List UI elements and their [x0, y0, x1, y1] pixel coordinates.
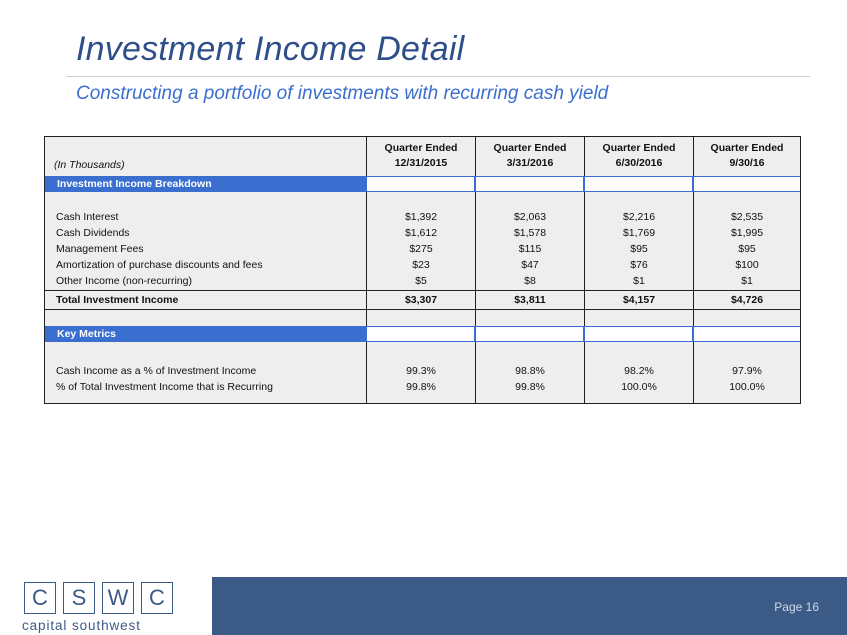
- cell-value: $8: [524, 275, 536, 287]
- cell-value: $1,578: [513, 227, 547, 239]
- table-row: [45, 241, 800, 257]
- section-band-income-breakdown: [45, 176, 800, 192]
- column-header-q4: [694, 141, 800, 171]
- row-label: Amortization of purchase discounts and fees: [56, 259, 263, 271]
- cell-value: $23: [412, 259, 430, 271]
- table-row: [45, 209, 800, 225]
- column-header-line1: Quarter Ended: [602, 142, 676, 154]
- page-title: Investment Income Detail: [76, 30, 465, 68]
- cell-value: $1,995: [730, 227, 764, 239]
- cell-value: 98.2%: [624, 365, 654, 377]
- table-row: [45, 273, 800, 289]
- units-label: (In Thousands): [54, 159, 125, 171]
- cell-value: $1,769: [622, 227, 656, 239]
- row-label: % of Total Investment Income that is Recurring: [56, 381, 273, 393]
- row-label: Cash Interest: [56, 211, 119, 223]
- section-band-key-metrics: [45, 326, 800, 342]
- row-label: Cash Income as a % of Investment Income: [56, 365, 257, 377]
- cell-value: $100: [735, 259, 759, 271]
- logo-wordmark: capital southwest: [22, 618, 141, 633]
- page-number: Page 16: [774, 600, 819, 614]
- total-row: [45, 292, 800, 308]
- total-divider: [45, 290, 800, 291]
- cell-value: $1,612: [404, 227, 438, 239]
- cell-value: $4,726: [730, 294, 764, 306]
- section-label: Investment Income Breakdown: [57, 178, 212, 190]
- total-divider: [45, 309, 800, 310]
- cell-value: $1: [741, 275, 753, 287]
- cell-value: $2,216: [622, 211, 656, 223]
- cell-value: 100.0%: [621, 381, 657, 393]
- column-header-line2: 6/30/2016: [615, 157, 663, 169]
- cell-value: $1,392: [404, 211, 438, 223]
- row-label: Cash Dividends: [56, 227, 130, 239]
- column-header-line2: 9/30/16: [729, 157, 765, 169]
- column-header-q2: [476, 141, 584, 171]
- table-row: [45, 257, 800, 273]
- cell-value: 99.3%: [406, 365, 436, 377]
- cell-value: $95: [738, 243, 756, 255]
- company-logo: [0, 577, 212, 635]
- column-header-line2: 12/31/2015: [394, 157, 448, 169]
- table-row: [45, 225, 800, 241]
- row-label: Management Fees: [56, 243, 144, 255]
- cell-value: 100.0%: [729, 381, 765, 393]
- column-header-line1: Quarter Ended: [710, 142, 784, 154]
- cell-value: $2,535: [730, 211, 764, 223]
- table-row: [45, 379, 800, 395]
- column-header-q3: [585, 141, 693, 171]
- cell-value: $115: [518, 243, 542, 255]
- cell-value: 98.8%: [515, 365, 545, 377]
- title-divider: [66, 76, 810, 77]
- cell-value: $1: [633, 275, 645, 287]
- cell-value: $2,063: [513, 211, 547, 223]
- cell-value: $95: [630, 243, 648, 255]
- section-label: Key Metrics: [57, 328, 116, 340]
- logo-letter: C: [24, 582, 56, 614]
- cell-value: $5: [415, 275, 427, 287]
- investment-income-table: [44, 136, 801, 404]
- cell-value: 99.8%: [515, 381, 545, 393]
- cell-value: $275: [409, 243, 433, 255]
- row-label: Other Income (non-recurring): [56, 275, 192, 287]
- column-header-line2: 3/31/2016: [506, 157, 554, 169]
- cell-value: $47: [521, 259, 539, 271]
- logo-letter: C: [141, 582, 173, 614]
- row-label: Total Investment Income: [56, 294, 179, 306]
- cell-value: 99.8%: [406, 381, 436, 393]
- cell-value: 97.9%: [732, 365, 762, 377]
- cell-value: $76: [630, 259, 648, 271]
- column-header-line1: Quarter Ended: [384, 142, 458, 154]
- page-subtitle: Constructing a portfolio of investments with recurring cash yield: [76, 83, 609, 104]
- cell-value: $4,157: [622, 294, 656, 306]
- logo-letter: W: [102, 582, 134, 614]
- table-row: [45, 363, 800, 379]
- column-header-line1: Quarter Ended: [493, 142, 567, 154]
- logo-letter: S: [63, 582, 95, 614]
- column-header-q1: [367, 141, 475, 171]
- cell-value: $3,307: [404, 294, 438, 306]
- footer-bar: [0, 577, 847, 635]
- cell-value: $3,811: [514, 294, 546, 306]
